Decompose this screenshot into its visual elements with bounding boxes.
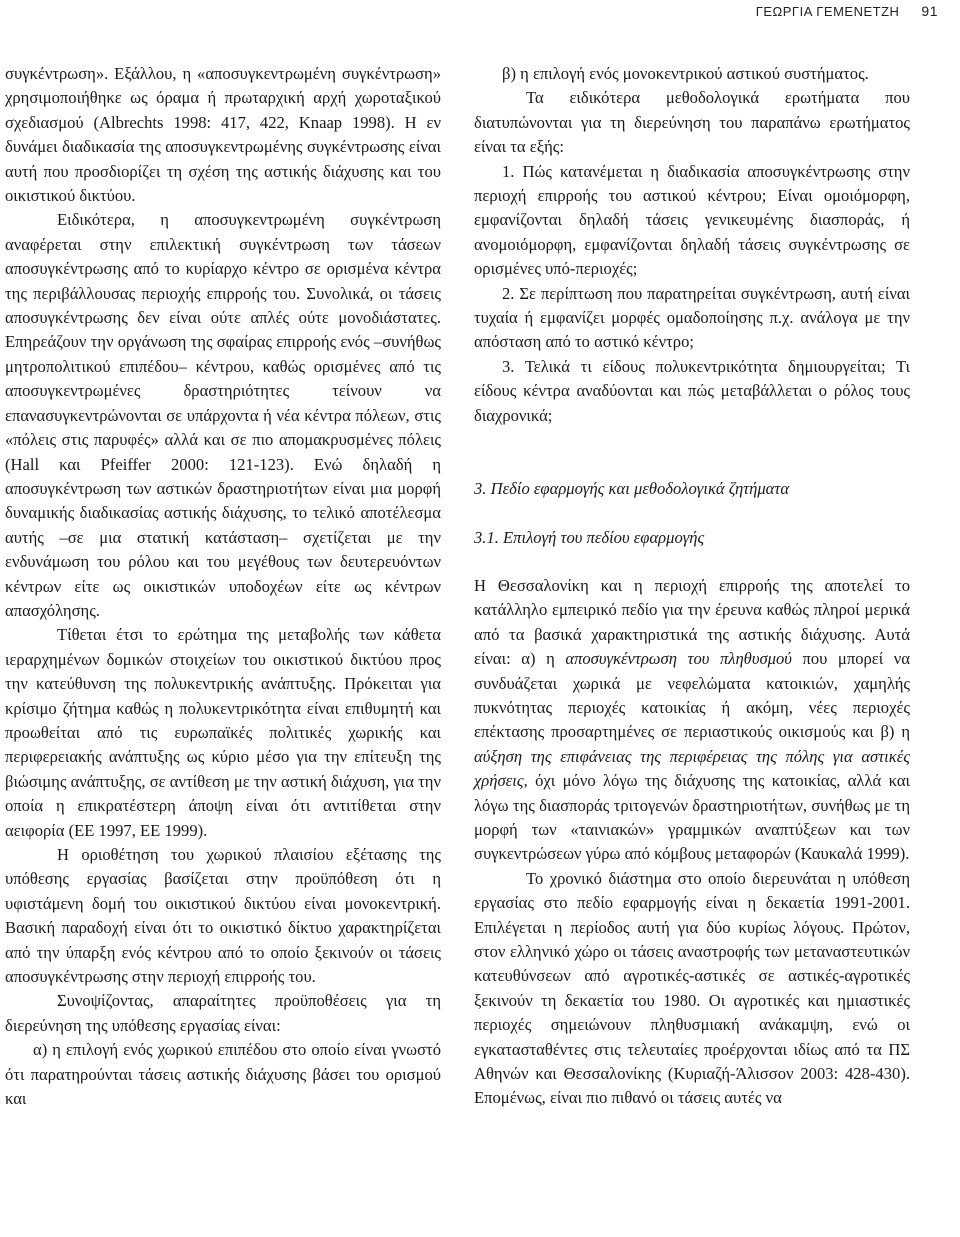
emphasis-text: αύξηση της επιφάνειας της περιφέρειας της πόλης για αστικές χρήσεις — [474, 746, 910, 791]
paragraph: Τα ειδικότερα μεθοδολογικά ερωτήματα που διατυπώνονται για τη διερεύνηση του παραπάνω ερωτήματος είναι τα εξής: — [474, 88, 910, 157]
paragraph: Το χρονικό διάστημα στο οποίο διερευνάται η υπόθεση εργασίας στο πεδίο εφαρμογής είναι η δεκαετία 1991-2001. Επιλέγεται η περίοδος αυτή για δύο κυρίως λόγους. Πρώτον, στον ελληνικό χώρο οι τάσεις αναστροφής των μεταναστευτικών κατευθύνσεων από αγροτικές-αστικές σε αστικές-αγροτικές ξεκινούν τη δεκαετία του 1980. Οι αγροτικές και ημιαστικές περιοχές σημειώνουν πληθυσμιακή ανάκαμψη, ενώ οι εγκατασταθέντες στις τελευταίες προέρχονται ιδίως από τα ΠΣ Αθηνών και Θεσσαλονίκης (Κυριαζή-Άλισσον 2003: 428-430). Επομένως, είναι πιο πιθανό οι τάσεις αυτές να — [474, 868, 910, 1108]
paragraph: α) η επιλογή ενός χωρικού επιπέδου στο οποίο είναι γνωστό ότι παρατηρούνται τάσεις αστικής διάχυσης βάσει του ορισμού και — [5, 1040, 441, 1109]
paragraph: Ειδικότερα, η αποσυγκεντρωμένη συγκέντρωση αναφέρεται στην επιλεκτική συγκέντρωση των τάσεων αποσυγκέντρωσης από το κυρίαρχο κέντρο σε ορισμένα κέντρα της περιβάλλουσας περιοχής επιρροής του. Συνολικά, οι τάσεις αποσυγκέντρωσης δεν είναι ούτε απλές ούτε μονοδιάστατες. Επηρεάζουν την οργάνωση της σφαίρας επιρροής ενός –συνήθως μητροπολιτικού επιπέδου– κέντρου, καθώς ορισμένες από τις αποσυγκεντρωμένες δραστηριότητες τείνουν να επανασυγκεντρώνονται σε υπάρχοντα ή νέα κέντρα πόλεων, στις «πόλεις στις παρυφές» αλλά και σε πιο απομακρυσμένες πόλεις (Hall και Pfeiffer 2000: 121-123). Ενώ δηλαδή η αποσυγκέντρωση των αστικών δραστηριοτήτων είναι μια μορφή δυναμικής διαδικασίας αστικής διάχυσης, το τελικό αποτέλεσμα αυτής –σε μια στατική κατάσταση– σχετίζεται με την ενδυνάμωση του ρόλου και του μεγέθους των δευτερευόντων κέντρων είτε ως οικιστικών υποδοχέων είτε ως κέντρων απασχόλησης. — [5, 210, 441, 620]
paragraph — [474, 574, 910, 867]
paragraph: συγκέντρωση». Εξάλλου, η «αποσυγκεντρωμένη συγκέντρωση» χρησιμοποιήθηκε ως όραμα ή πρωταρχική αρχή χωροταξικού σχεδιασμού (Albrechts 1998: 417, 422, Knaap 1998). Η εν δυνάμει διαδικασία της αποσυγκεντρωμένης συγκέντρωσης είναι αυτή που προσδιορίζει τη σχέση της αστικής διάχυσης και του οικιστικού δικτύου. — [5, 64, 441, 206]
spacer — [474, 502, 910, 526]
running-header-author: ΓΕΩΡΓΙΑ ΓΕΜΕΝΕΤΖΗ — [755, 3, 900, 19]
text-run: , όχι μόνο λόγω της διάχυσης της κατοικίας, αλλά και λόγω της διασποράς τριτογενών δραστηριοτήτων, συνήθως με τη μορφή των «ταινιακών» γραμμικών αναπτύξεων και των συγκεντρώσεων γύρω από κόμβους μεταφορών (Καυκαλά 1999). — [474, 771, 910, 864]
paragraph: Τίθεται έτσι το ερώτημα της μεταβολής των κάθετα ιεραρχημένων δομικών στοιχείων του οικιστικού δικτύου προς την κατεύθυνση της πολυκεντρικής ανάπτυξης. Πρόκειται για κρίσιμο ζήτημα καθώς η πολυκεντρικότητα είναι επιθυμητή και προωθείται από τις ευρωπαϊκές πολιτικές χωρικής και περιφερειακής ανάπτυξης ως κύριο μέσο για την επίτευξη της βιώσιμης ανάπτυξης, σε αντίθεση με την αστική διάχυση, για την οποία η επικρατέστερη άποψη είναι ότι αντιτίθεται στην αειφορία (ΕΕ 1997, ΕΕ 1999). — [5, 625, 441, 840]
running-header — [756, 0, 938, 22]
left-column — [5, 62, 441, 1111]
text-run: που μπορεί να συνδυάζεται χωρικά με νεφελώματα κατοικιών, χαμηλής πυκνότητας περιοχές κατοικίας ή ακόμη, νέες περιοχές επέκτασης προσαρτημένες σε περιαστικούς οικισμούς και β) η — [474, 649, 910, 742]
section-heading: 3. Πεδίο εφαρμογής και μεθοδολογικά ζητήματα — [474, 479, 790, 499]
page-number: 91 — [921, 3, 938, 19]
question-1: 1. Πώς κατανέμεται η διαδικασία αποσυγκέντρωσης στην περιοχή επιρροής του αστικού κέντρου; Είναι ομοιόμορφη, εμφανίζονται δηλαδή τάσεις γενικευμένης διασποράς, ή ανομοιόμορφη, εμφανίζονται δηλαδή τάσεις συγκέντρωσης σε ορισμένες υπό-περιοχές; — [474, 161, 910, 279]
right-column — [474, 62, 910, 1111]
spacer — [474, 428, 910, 477]
paragraph: β) η επιλογή ενός μονοκεντρικού αστικού συστήματος. — [502, 64, 869, 83]
question-2: 2. Σε περίπτωση που παρατηρείται συγκέντρωση, αυτή είναι τυχαία ή εμφανίζει μορφές ομαδοποίησης π.χ. ανάλογα με την απόσταση από το αστικό κέντρο; — [474, 283, 910, 352]
subsection-heading: 3.1. Επιλογή του πεδίου εφαρμογής — [474, 527, 705, 547]
spacer — [474, 550, 910, 574]
paragraph: Συνοψίζοντας, απαραίτητες προϋποθέσεις για τη διερεύνηση της υπόθεσης εργασίας είναι: — [5, 991, 441, 1035]
emphasis-text: αποσυγκέντρωση του πληθυσμού — [565, 649, 792, 669]
text-run: Η Θεσσαλονίκη και η περιοχή επιρροής της αποτελεί το κατάλληλο εμπειρικό πεδίο για την έρευνα καθώς πληροί μερικά από τα βασικά χαρακτηριστικά της αστικής διάχυσης. Αυτά είναι: α) η — [474, 575, 910, 669]
paragraph: Η οριοθέτηση του χωρικού πλαισίου εξέτασης της υπόθεσης εργασίας βασίζεται στην προϋπόθεση ότι η υφιστάμενη δομή του οικιστικού δικτύου είναι μονοκεντρική. Βασική παραδοχή είναι ότι το οικιστικό δίκτυο χαρακτηρίζεται από την ύπαρξη ενός κέντρου από το οποίο ξεκινούν οι τάσεις αποσυγκέντρωσης στην περιοχή επιρροής του. — [5, 845, 441, 987]
question-3: 3. Τελικά τι είδους πολυκεντρικότητα δημιουργείται; Τι είδους κέντρα αναδύονται και πώς μεταβάλλεται ο ρόλος τους διαχρονικά; — [474, 356, 910, 425]
